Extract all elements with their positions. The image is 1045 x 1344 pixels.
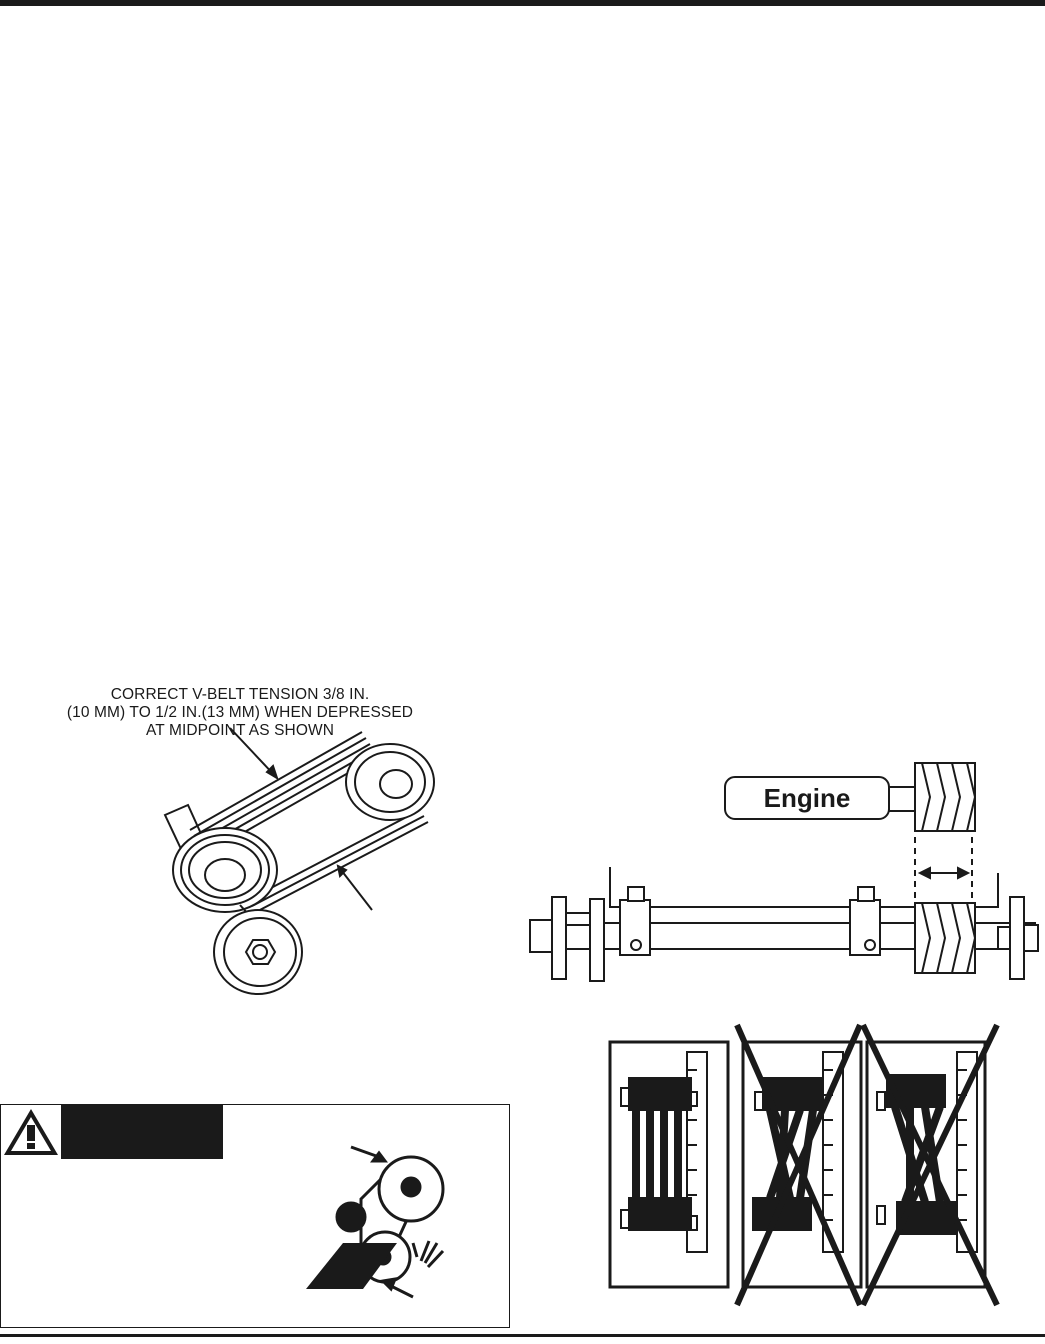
warning-header [1,1105,223,1159]
caption-line-3: AT MIDPOINT AS SHOWN [145,722,335,739]
warning-triangle-icon [1,1105,61,1159]
shaft-pulley [915,903,975,973]
belt-pulley-illustration [150,720,450,1010]
alignment-incorrect-1 [737,1025,861,1305]
engine-shaft-diagram [520,755,1040,990]
bottom-rule [0,1334,1045,1337]
alignment-incorrect-2 [863,1025,997,1305]
pinch-point-icon [301,1139,481,1299]
caption-line-2: (10 MM) TO 1/2 IN.(13 MM) WHEN DEPRESSED [66,704,414,721]
alignment-correct [610,1042,728,1287]
top-rule [0,0,1045,6]
engine-label: Engine [763,783,851,813]
engine-pulley [915,763,975,831]
warning-box [0,1104,510,1328]
caption-line-1: CORRECT V-BELT TENSION 3/8 IN. [110,686,370,703]
belt-alignment-diagram [605,1020,1005,1310]
